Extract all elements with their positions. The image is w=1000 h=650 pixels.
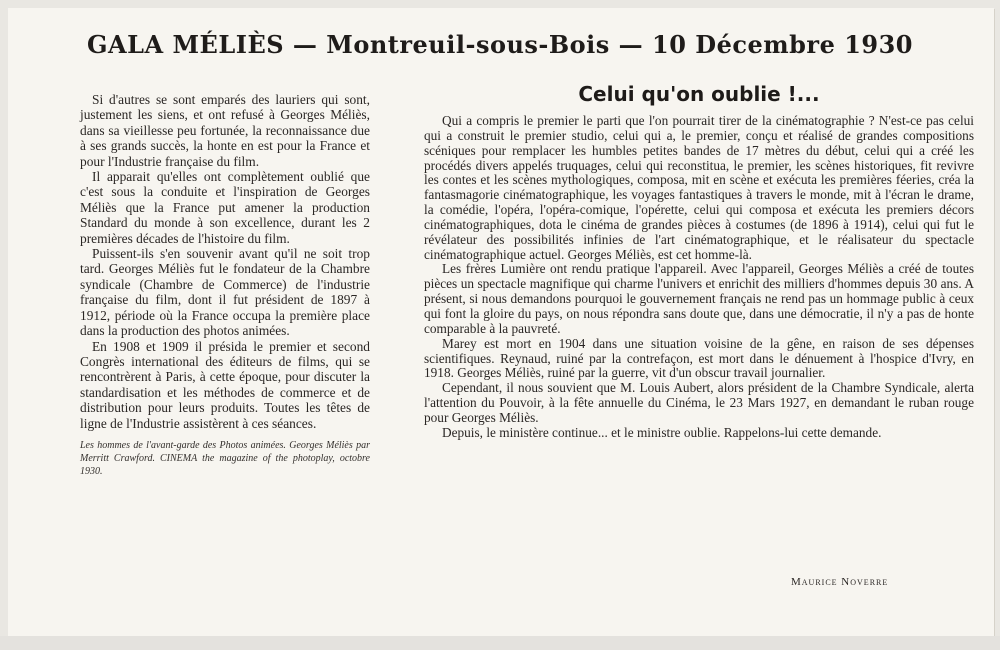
article-paragraph: Qui a compris le premier le parti que l'on pourrait tirer de la cinématographie ? N'est-ce pas celui qui a construit le premier studio, celui qui a, le premier, conçu et réalisé de grandes compositions scéniques pour remplacer les humbles petites bandes de 17 mètres du début, celui qui a créé les procédés divers appelés truquages, celui qui reconstitua, le premier, les scènes historiques, fit revivre les contes et les scènes mythologiques, composa, mit en scène et exécuta les premières féeries, créa la fantasmagorie cinématographique, les voyages fantastiques à travers le monde, mit à l'écran le drame, la comédie, l'opéra, l'opéra-comique, l'opérette, celui qui composa et exécuta les premiers décors cinématographiques, dota le cinéma de grandes pièces à costumes (de 1896 à 1914), celui qui fut le révélateur des possibilités infinies de l'art cinématographique, et le réalisateur du spectacle cinématographique actuel. Georges Méliès, est cet homme-là. xyxy=(424,113,974,262)
article-paragraph: Depuis, le ministère continue... et le ministre oublie. Rappelons-lui cette demande. xyxy=(442,424,882,440)
article-title: Celui qu'on oublie !... xyxy=(578,82,820,106)
left-paragraph: Il apparait qu'elles ont complètement oublié que c'est sous la conduite et l'inspiration de Georges Méliès que la France put amener la production Standard du monde à son excellence, durant les 2 premières décades de l'histoire du film. xyxy=(80,169,370,246)
article-paragraph: Marey est mort en 1904 dans une situation voisine de la gêne, en raison de ses dépenses scientifiques. Reynaud, ruiné par la contrefaçon, est mort dans le dénuement à l'hospice d'Ivry, en 1918. Georges Méliès, ruiné par la guerre, vit d'un obscur travail journalier. xyxy=(424,335,974,381)
author-signature: Maurice Noverre xyxy=(791,576,889,588)
page-edge xyxy=(0,636,1000,650)
left-paragraph: Si d'autres se sont emparés des lauriers qui sont, justement les siens, et ont refusé à Georges Méliès, dans sa vieillesse peu fortunée, la reconnaissance due à ses grands succès, la honte en est pour la France et pour l'Industrie française du film. xyxy=(80,92,370,169)
article-paragraph: Cependant, il nous souvient que M. Louis Aubert, alors président de la Chambre Syndicale, alerta l'attention du Pouvoir, à la fête annuelle du Cinéma, le 23 Mars 1927, en demandant le ruban rouge pour Georges Méliès. xyxy=(424,380,974,425)
left-column xyxy=(80,92,370,478)
left-paragraph: En 1908 et 1909 il présida le premier et second Congrès international des éditeurs de films, qui se rencontrèrent à Paris, à cette époque, pour discuter la standardisation et les méthodes de commerce et de distribution pour leurs produits. Toutes les têtes de ligne de l'Industrie assistèrent à ces séances. xyxy=(80,338,370,431)
article-paragraph: Les frères Lumière ont rendu pratique l'appareil. Avec l'appareil, Georges Méliès a créé de toutes pièces un spectacle magnifique qui charme l'univers et enrichit des milliers d'hommes depuis 30 ans. A présent, si nous demandons pourquoi le gouvernement français ne rend pas un hommage public à ceux qui font la gloire du pays, on nous répondra sans doute que, dans une démocratie, il n'y a pas de honte comparable à la pauvreté. xyxy=(424,261,974,336)
article-body xyxy=(424,114,974,441)
article-column xyxy=(424,80,974,441)
left-paragraph: Puissent-ils s'en souvenir avant qu'il ne soit trop tard. Georges Méliès fut le fondateur de la Chambre syndicale (Chambre de Commerce) de l'industrie française du film, dont il fut président de 1897 à 1912, période où la France occupa la première place dans la production des photos animées. xyxy=(80,246,370,339)
page-title: GALA MÉLIÈS — Montreuil-sous-Bois — 10 Décembre 1930 xyxy=(87,30,913,59)
source-caption: Les hommes de l'avant-garde des Photos animées. Georges Méliès par Merritt Crawford. CINEMA the magazine of the photoplay, octobre 1930. xyxy=(80,439,370,477)
